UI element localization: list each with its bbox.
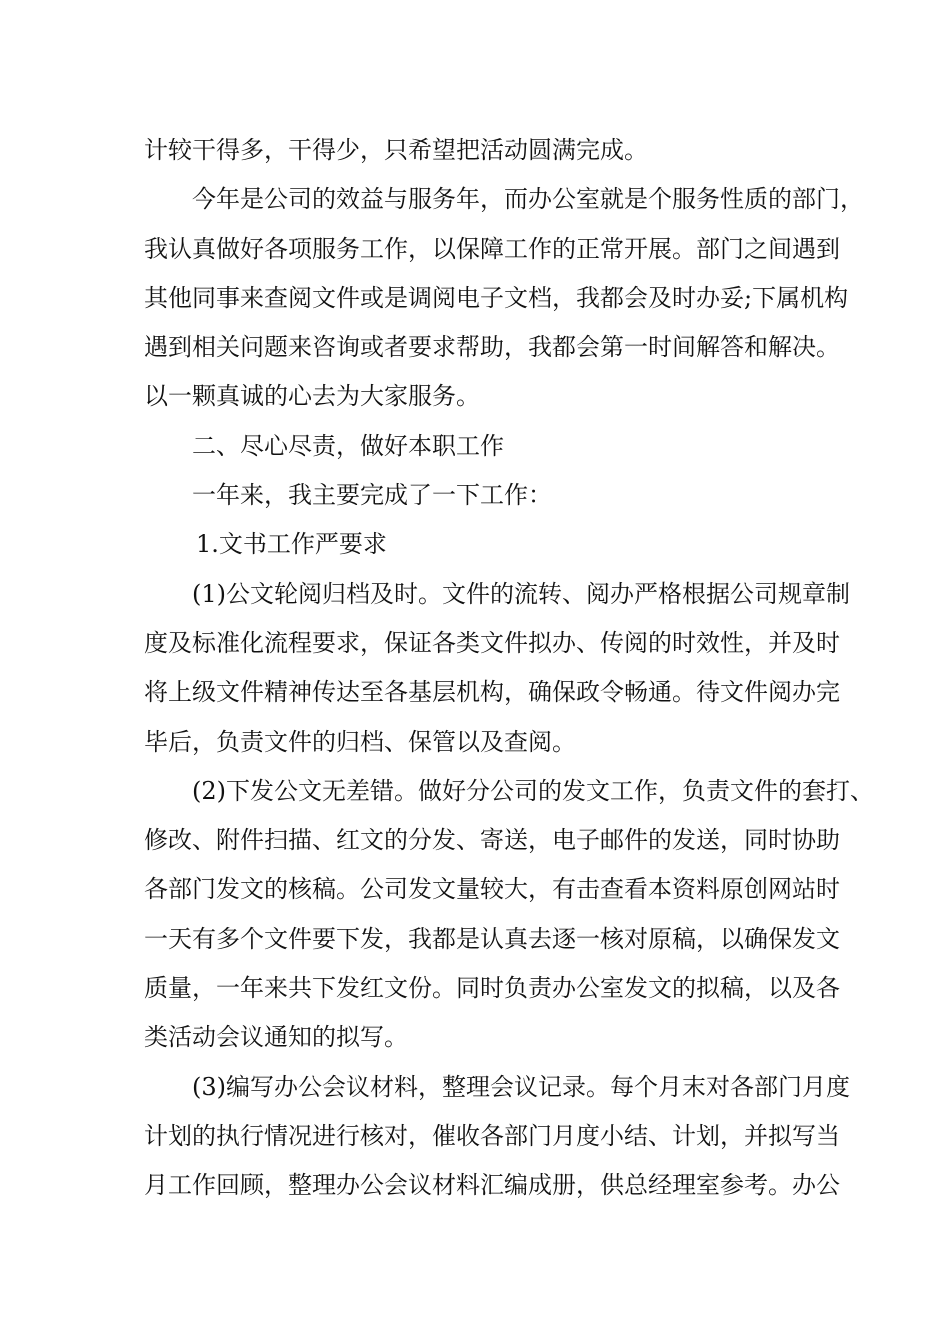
text-line: 类活动会议通知的拟写。: [144, 1023, 408, 1052]
text-line: 各部门发文的核稿。公司发文量较大，有击查看本资料原创网站时: [144, 875, 840, 904]
text-line: (1)公文轮阅归档及时。文件的流转、阅办严格根据公司规章制: [192, 579, 850, 608]
text-line: 度及标准化流程要求，保证各类文件拟办、传阅的时效性，并及时: [144, 628, 840, 657]
text-line: 修改、附件扫描、红文的分发、寄送，电子邮件的发送，同时协助: [144, 826, 840, 855]
text-line: 以一颗真诚的心去为大家服务。: [144, 382, 480, 411]
section-heading: 二、尽心尽责，做好本职工作: [192, 431, 504, 460]
text-line: (3)编写办公会议材料，整理会议记录。每个月末对各部门月度: [192, 1072, 850, 1101]
text-line: 我认真做好各项服务工作，以保障工作的正常开展。部门之间遇到: [144, 234, 840, 263]
text-line: (2)下发公文无差错。做好分公司的发文工作，负责文件的套打、: [192, 776, 874, 805]
text-line: 质量，一年来共下发红文份。同时负责办公室发文的拟稿，以及各: [144, 974, 840, 1003]
text-line: 月工作回顾，整理办公会议材料汇编成册，供总经理室参考。办公: [144, 1171, 840, 1200]
text-line: 今年是公司的效益与服务年，而办公室就是个服务性质的部门，: [192, 185, 864, 214]
text-line: 毕后，负责文件的归档、保管以及查阅。: [144, 727, 576, 756]
text-line: 计较干得多，干得少，只希望把活动圆满完成。: [144, 136, 648, 164]
text-line: 一天有多个文件要下发，我都是认真去逐一核对原稿，以确保发文: [144, 924, 840, 953]
text-line: 一年来，我主要完成了一下工作：: [192, 481, 552, 510]
document-body: [144, 126, 874, 1211]
text-line: 将上级文件精神传达至各基层机构，确保政令畅通。待文件阅办完: [144, 678, 840, 707]
text-line: 其他同事来查阅文件或是调阅电子文档，我都会及时办妥;下属机构: [144, 283, 849, 312]
text-line: 计划的执行情况进行核对，催收各部门月度小结、计划，并拟写当: [144, 1121, 840, 1150]
text-line: 遇到相关问题来咨询或者要求帮助，我都会第一时间解答和解决。: [144, 333, 840, 362]
subsection-heading: 1.文书工作严要求: [196, 530, 387, 559]
